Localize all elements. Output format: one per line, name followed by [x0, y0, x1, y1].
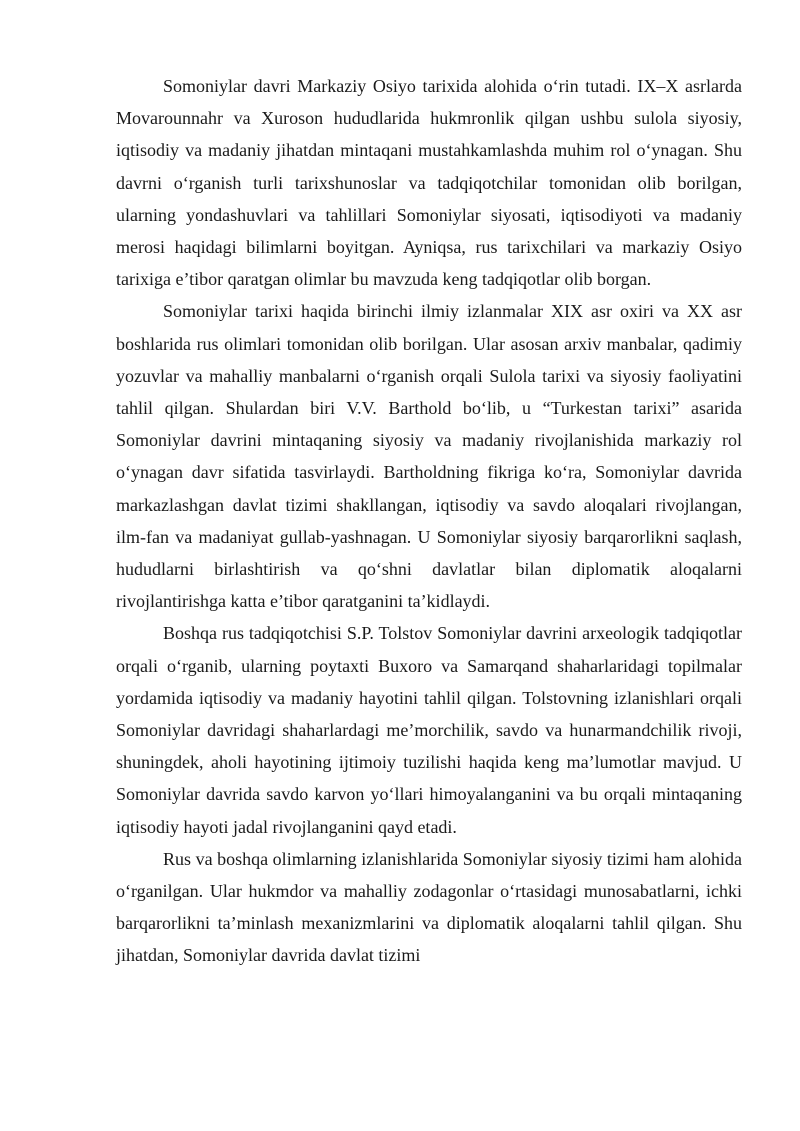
paragraph: Rus va boshqa olimlarning izlanishlarida Somoniylar siyosiy tizimi ham alohida oʻrganilgan. Ular hukmdor va mahalliy zodagonlar oʻrtasidagi munosabatlarni, ichki barqarorlikni ta’minlash mexanizmlarini va diplomatik aloqalarni tahlil qilgan. Shu jihatdan, Somoniylar davrida davlat tizimi [116, 848, 742, 966]
paragraph: Boshqa rus tadqiqotchisi S.P. Tolstov Somoniylar davrini arxeologik tadqiqotlar orqali oʻrganib, ularning poytaxti Buxoro va Samarqand shaharlaridagi topilmalar yordamida iqtisodiy va madaniy hayotini tahlil qilgan. Tolstovning izlanishlari orqali Somoniylar davridagi shaharlardagi me’morchilik, savdo va hunarmandchilik rivoji, shuningdek, aholi hayotining ijtimoiy tuzilishi haqida keng ma’lumotlar mavjud. U Somoniylar davrida savdo karvon yoʻllari himoyalanganini va bu orqali mintaqaning iqtisodiy hayoti jadal rivojlanganini qayd etadi. [116, 623, 742, 837]
paragraph: Somoniylar davri Markaziy Osiyo tarixida alohida oʻrin tutadi. IX–X asrlarda Movarounnahr va Xuroson hududlarida hukmronlik qilgan ushbu sulola siyosiy, iqtisodiy va madaniy jihatdan mintaqani mustahkamlashda muhim rol oʻynagan. Shu davrni oʻrganish turli tarixshunoslar va tadqiqotchilar tomonidan olib borilgan, ularning yondashuvlari va tahlillari Somoniylar siyosati, iqtisodiyoti va madaniy merosi haqidagi bilimlarni boyitgan. Ayniqsa, rus tarixchilari va markaziy Osiyo tarixiga e’tibor qaratgan olimlar bu mavzuda keng tadqiqotlar olib borgan. [116, 76, 742, 290]
document-body [116, 70, 742, 972]
paragraph: Somoniylar tarixi haqida birinchi ilmiy izlanmalar XIX asr oxiri va XX asr boshlarida rus olimlari tomonidan olib borilgan. Ular asosan arxiv manbalar, qadimiy yozuvlar va mahalliy manbalarni oʻrganish orqali Sulola tarixi va siyosiy faoliyatini tahlil qilgan. Shulardan biri V.V. Barthold boʻlib, u “Turkestan tarixi” asarida Somoniylar davrini mintaqaning siyosiy va madaniy rivojlanishida markaziy rol oʻynagan davr sifatida tasvirlaydi. Bartholdning fikriga koʻra, Somoniylar davrida markazlashgan davlat tizimi shakllangan, iqtisodiy va savdo aloqalari rivojlangan, ilm-fan va madaniyat gullab-yashnagan. U Somoniylar siyosiy barqarorlikni saqlash, hududlarni birlashtirish va qoʻshni davlatlar bilan diplomatik aloqalarni rivojlantirishga katta e’tibor qaratganini ta’kidlaydi. [116, 301, 742, 612]
